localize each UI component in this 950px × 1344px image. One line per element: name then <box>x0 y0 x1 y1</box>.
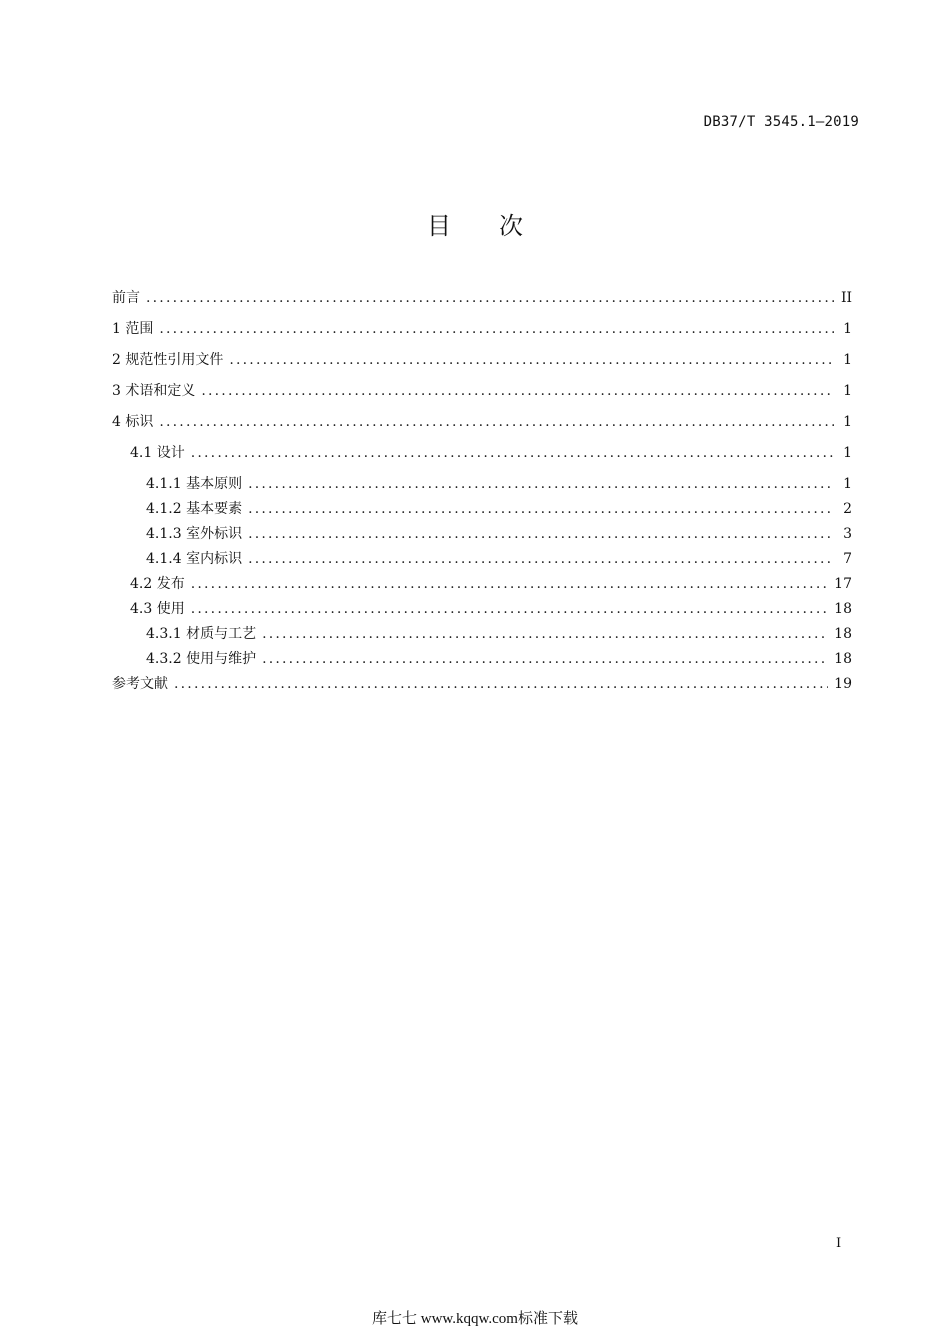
toc-entry-page: 2 <box>843 501 852 517</box>
toc-leader-dots <box>191 576 828 592</box>
toc-entry-label: 2 规范性引用文件 <box>112 352 224 368</box>
toc-entry[interactable] <box>112 598 852 623</box>
toc-entry-page: II <box>840 290 852 306</box>
footer-watermark: 库七七 www.kqqw.com标准下载 <box>372 1311 578 1327</box>
toc-entry[interactable] <box>112 473 852 498</box>
toc-entry-label: 4.3.1 材质与工艺 <box>146 626 257 642</box>
toc-entry-label: 4.1.1 基本原则 <box>146 476 243 492</box>
toc-entry[interactable] <box>112 648 852 673</box>
toc-entry[interactable] <box>112 498 852 523</box>
toc-entry-label: 4.1.4 室内标识 <box>146 551 243 567</box>
toc-entry-page: 17 <box>834 576 852 592</box>
toc-leader-dots <box>191 445 834 461</box>
toc-leader-dots <box>262 626 828 642</box>
toc-entry-page: 19 <box>834 676 852 692</box>
toc-leader-dots <box>191 601 828 617</box>
toc-entry-label: 4.1 设计 <box>130 445 185 461</box>
toc-entry-label: 4 标识 <box>112 414 154 430</box>
toc-leader-dots <box>146 290 834 306</box>
toc-entry-label: 4.2 发布 <box>130 576 185 592</box>
toc-leader-dots <box>248 501 834 517</box>
toc-leader-dots <box>262 651 828 667</box>
toc-leader-dots <box>174 676 828 692</box>
toc-entry[interactable] <box>112 623 852 648</box>
toc-entry-page: 1 <box>843 414 852 430</box>
toc-entry-label: 4.1.2 基本要素 <box>146 501 243 517</box>
toc-entry[interactable] <box>112 287 852 318</box>
toc-entry-page: 1 <box>843 383 852 399</box>
toc-entry-page: 1 <box>843 321 852 337</box>
toc-entry-page: 1 <box>843 445 852 461</box>
toc-entry-page: 18 <box>834 651 852 667</box>
page-title <box>0 206 950 241</box>
toc-entry[interactable] <box>112 442 852 473</box>
toc-entry[interactable] <box>112 349 852 380</box>
toc-entry-label: 前言 <box>112 290 140 306</box>
toc-leader-dots <box>248 526 834 542</box>
toc-entry-page: 3 <box>843 526 852 542</box>
toc-entry[interactable] <box>112 411 852 442</box>
toc-leader-dots <box>201 383 834 399</box>
toc-entry[interactable] <box>112 673 852 704</box>
toc-entry-page: 18 <box>834 601 852 617</box>
standard-number: DB37/T 3545.1—2019 <box>703 114 859 130</box>
table-of-contents <box>112 287 852 704</box>
page-number: I <box>836 1236 842 1251</box>
toc-leader-dots <box>159 414 834 430</box>
toc-entry-label: 4.3 使用 <box>130 601 185 617</box>
toc-entry-page: 18 <box>834 626 852 642</box>
toc-entry[interactable] <box>112 573 852 598</box>
toc-entry-label: 4.3.2 使用与维护 <box>146 651 257 667</box>
toc-entry[interactable] <box>112 380 852 411</box>
toc-entry-label: 1 范围 <box>112 321 154 337</box>
toc-entry-label: 3 术语和定义 <box>112 383 196 399</box>
toc-entry-page: 1 <box>843 476 852 492</box>
toc-entry[interactable] <box>112 318 852 349</box>
toc-entry[interactable] <box>112 523 852 548</box>
toc-entry-label: 参考文献 <box>112 676 168 692</box>
title-char-2: 次 <box>499 212 523 240</box>
toc-entry[interactable] <box>112 548 852 573</box>
toc-entry-page: 1 <box>843 352 852 368</box>
toc-leader-dots <box>229 352 834 368</box>
toc-leader-dots <box>248 476 834 492</box>
title-char-1: 目 <box>427 212 451 240</box>
toc-entry-page: 7 <box>843 551 852 567</box>
toc-leader-dots <box>248 551 834 567</box>
toc-leader-dots <box>159 321 834 337</box>
toc-entry-label: 4.1.3 室外标识 <box>146 526 243 542</box>
